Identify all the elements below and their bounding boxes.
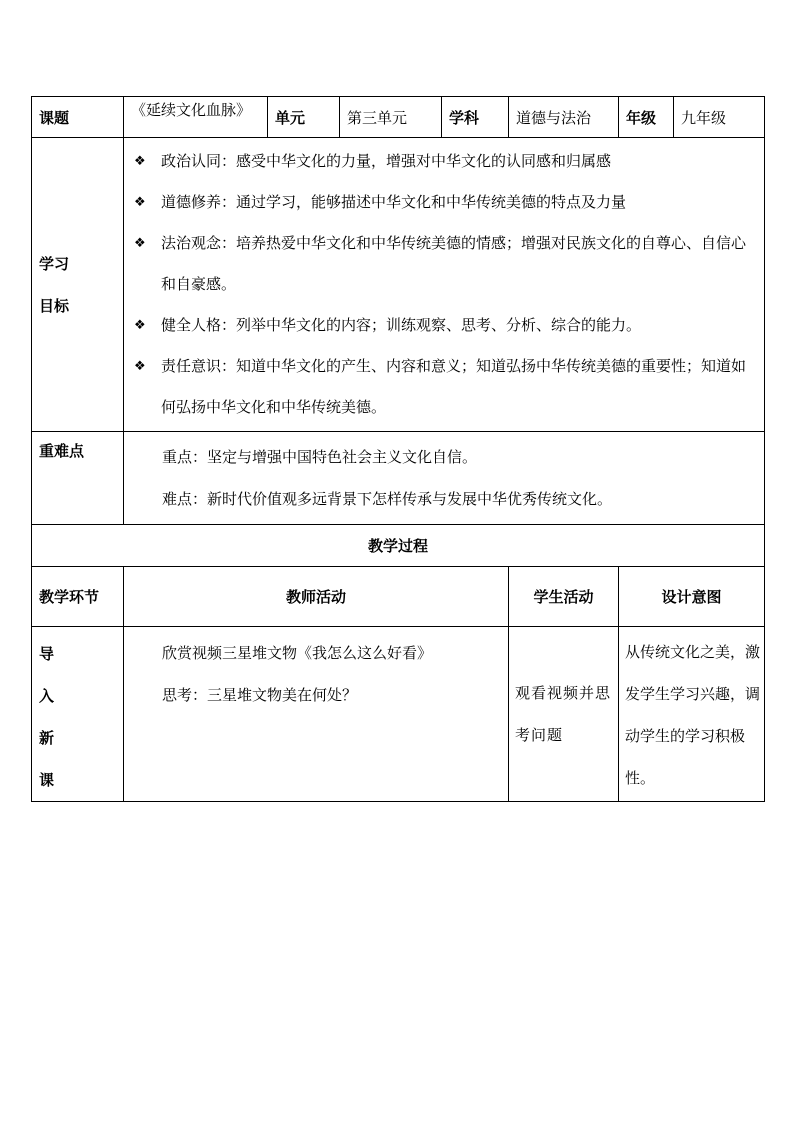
column-header-design: 设计意图 (619, 567, 765, 627)
intro-row (32, 627, 765, 802)
unit-label: 单元 (268, 97, 340, 138)
process-title-row (32, 525, 765, 567)
stage-char: 课 (39, 771, 55, 789)
key-points-label: 重难点 (32, 432, 124, 525)
header-row (32, 97, 765, 138)
objectives-list (124, 139, 764, 430)
objective-text: 道德修养：通过学习，能够描述中华文化和中华传统美德的特点及力量 (161, 193, 627, 211)
diamond-bullet-icon: ❖ (134, 359, 146, 374)
objective-text: 健全人格：列举中华文化的内容；训练观察、思考、分析、综合的能力。 (161, 316, 642, 334)
focus-text: 重点：坚定与增强中国特色社会主义文化自信。 (162, 448, 478, 466)
difficulty-text: 难点：新时代价值观多远背景下怎样传承与发展中华优秀传统文化。 (162, 490, 613, 508)
objectives-label (32, 138, 124, 432)
column-header-stage: 教学环节 (32, 567, 124, 627)
objectives-label-line1: 学习 (39, 254, 70, 273)
subject-label: 学科 (442, 97, 509, 138)
diamond-bullet-icon: ❖ (134, 195, 146, 210)
objective-item (134, 223, 760, 305)
intro-design-intent: 从传统文化之美，激发学生学习兴趣，调动学生的学习积极性。 (619, 627, 765, 802)
topic-label: 课题 (32, 97, 124, 138)
diamond-bullet-icon: ❖ (134, 318, 146, 333)
objective-item (134, 141, 760, 182)
objectives-label-line2: 目标 (39, 296, 70, 315)
unit-value: 第三单元 (340, 97, 442, 138)
grade-value: 九年级 (674, 97, 765, 138)
key-points-row (32, 432, 765, 525)
lesson-plan-table (31, 96, 765, 802)
stage-char: 入 (39, 687, 55, 705)
topic-value: 《延续文化血脉》 (124, 97, 268, 138)
objective-text: 责任意识：知道中华文化的产生、内容和意义；知道弘扬中华传统美德的重要性；知道如何弘扬中华文化和中华传统美德。 (161, 357, 747, 416)
objectives-row (32, 138, 765, 432)
diamond-bullet-icon: ❖ (134, 236, 146, 251)
teacher-line: 思考：三星堆文物美在何处？ (162, 686, 358, 704)
intro-student-activity: 观看视频并思考问题 (509, 627, 619, 802)
column-header-teacher: 教师活动 (124, 567, 509, 627)
process-header-row (32, 567, 765, 627)
objectives-content (124, 138, 765, 432)
teacher-line: 欣赏视频三星堆文物《我怎么这么好看》 (162, 644, 433, 662)
objective-item (134, 346, 760, 428)
objective-text: 政治认同：感受中华文化的力量，增强对中华文化的认同感和归属感 (161, 152, 612, 170)
process-title: 教学过程 (32, 525, 765, 567)
diamond-bullet-icon: ❖ (134, 154, 146, 169)
objective-item (134, 182, 760, 223)
key-points-content (124, 432, 765, 525)
objective-text: 法治观念：培养热爱中华文化和中华传统美德的情感；增强对民族文化的自尊心、自信心和自豪感。 (161, 234, 747, 293)
stage-char: 导 (39, 645, 55, 663)
subject-value: 道德与法治 (509, 97, 619, 138)
grade-label: 年级 (619, 97, 674, 138)
intro-teacher-activity (124, 627, 509, 802)
objective-item (134, 305, 760, 346)
column-header-student: 学生活动 (509, 567, 619, 627)
stage-char: 新 (39, 729, 55, 747)
intro-stage-label (32, 627, 124, 802)
